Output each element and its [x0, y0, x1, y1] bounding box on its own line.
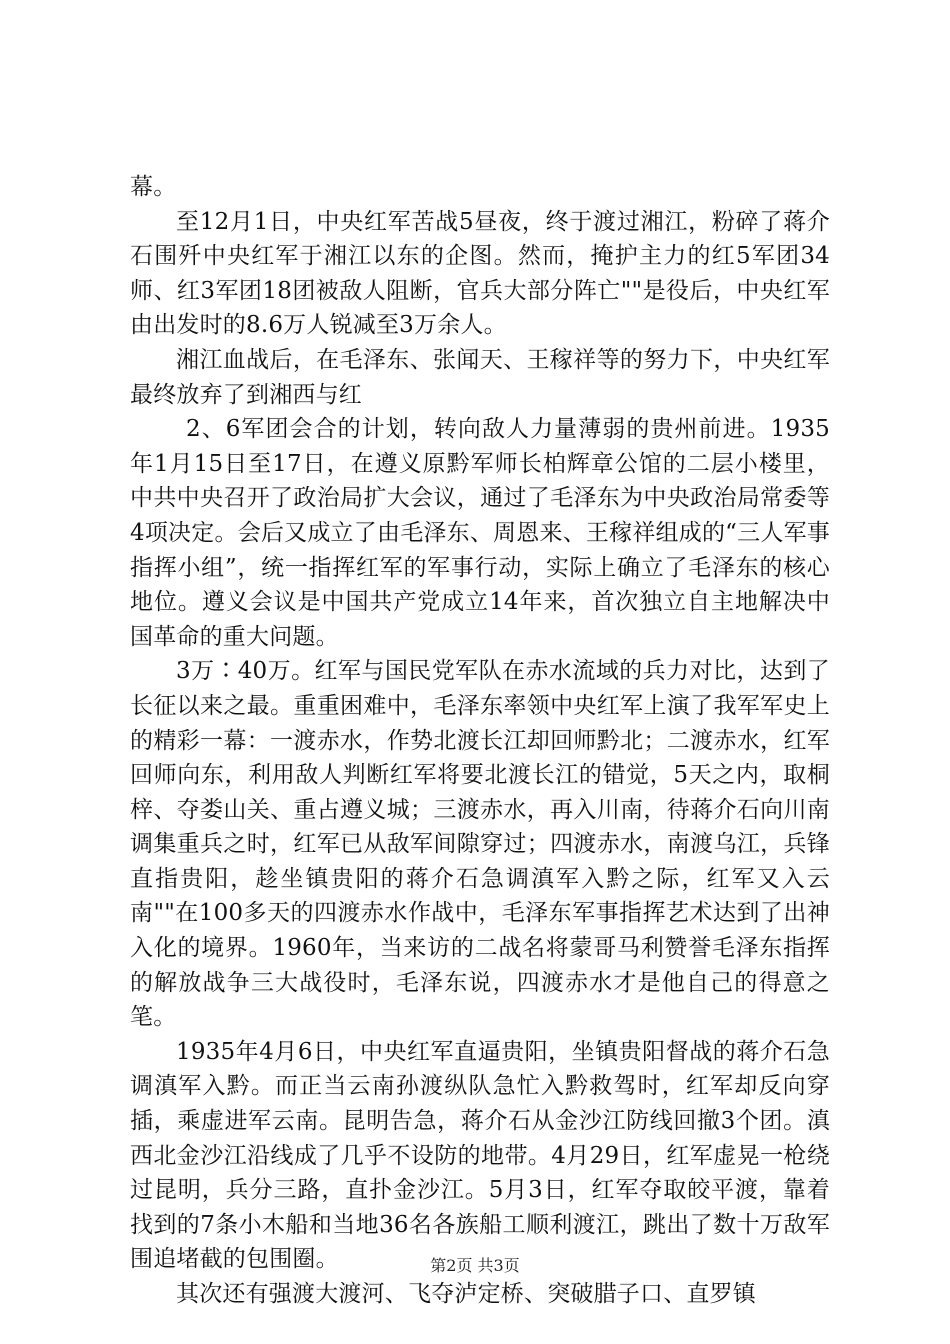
- paragraph-2: 至12月1日，中央红军苦战5昼夜，终于渡过湘江，粉碎了蒋介石围歼中央红军于湘江以东的企图。然而，掩护主力的红5军团34师、红3军团18团被敌人阻断，官兵大部分阵亡""是役后，中央红军由出发时的8.6万人锐减至3万余人。: [130, 208, 830, 339]
- paragraph-7: 其次还有强渡大渡河、飞夺泸定桥、突破腊子口、直罗镇: [176, 1281, 756, 1307]
- paragraph-1: 幕。: [130, 174, 177, 200]
- paragraph-4: 2、6军团会合的计划，转向敌人力量薄弱的贵州前进。1935年1月15日至17日，在遵义原黔军师长柏辉章公馆的二层小楼里，中共中央召开了政治局扩大会议，通过了毛泽东为中央政治局常委等4项决定。会后又成立了由毛泽东、周恩来、王稼祥组成的“三人军事指挥小组”，统一指挥红军的军事行动，实际上确立了毛泽东的核心地位。遵义会议是中国共产党成立14年来，首次独立自主地解决中国革命的重大问题。: [130, 416, 830, 650]
- page-number-footer: 第2页 共3页: [430, 1256, 520, 1275]
- paragraph-3: 湘江血战后，在毛泽东、张闻天、王稼祥等的努力下，中央红军最终放弃了到湘西与红: [130, 346, 830, 408]
- paragraph-5: 3万∶40万。红军与国民党军队在赤水流域的兵力对比，达到了长征以来之最。重重困难中，毛泽东率领中央红军上演了我军军史上的精彩一幕：一渡赤水，作势北渡长江却回师黔北；二渡赤水，红军回师向东，利用敌人判断红军将要北渡长江的错觉，5天之内，取桐梓、夺娄山关、重占遵义城；三渡赤水，再入川南，待蒋介石向川南调集重兵之时，红军已从敌军间隙穿过；四渡赤水，南渡乌江，兵锋直指贵阳，趁坐镇贵阳的蒋介石急调滇军入黔之际，红军又入云南""在100多天的四渡赤水作战中，毛泽东军事指挥艺术达到了出神入化的境界。1960年，当来访的二战名将蒙哥马利赞誉毛泽东指挥的解放战争三大战役时，毛泽东说，四渡赤水才是他自己的得意之笔。: [130, 658, 830, 1031]
- paragraph-6: 1935年4月6日，中央红军直逼贵阳，坐镇贵阳督战的蒋介石急调滇军入黔。而正当云南孙渡纵队急忙入黔救驾时，红军却反向穿插，乘虚进军云南。昆明告急，蒋介石从金沙江防线回撤3个团。滇西北金沙江沿线成了几乎不设防的地带。4月29日，红军虚晃一枪绕过昆明，兵分三路，直扑金沙江。5月3日，红军夺取皎平渡，靠着找到的7条小木船和当地36名各族船工顺利渡江，跳出了数十万敌军围追堵截的包围圈。: [130, 1038, 830, 1273]
- document-body: [130, 170, 830, 1312]
